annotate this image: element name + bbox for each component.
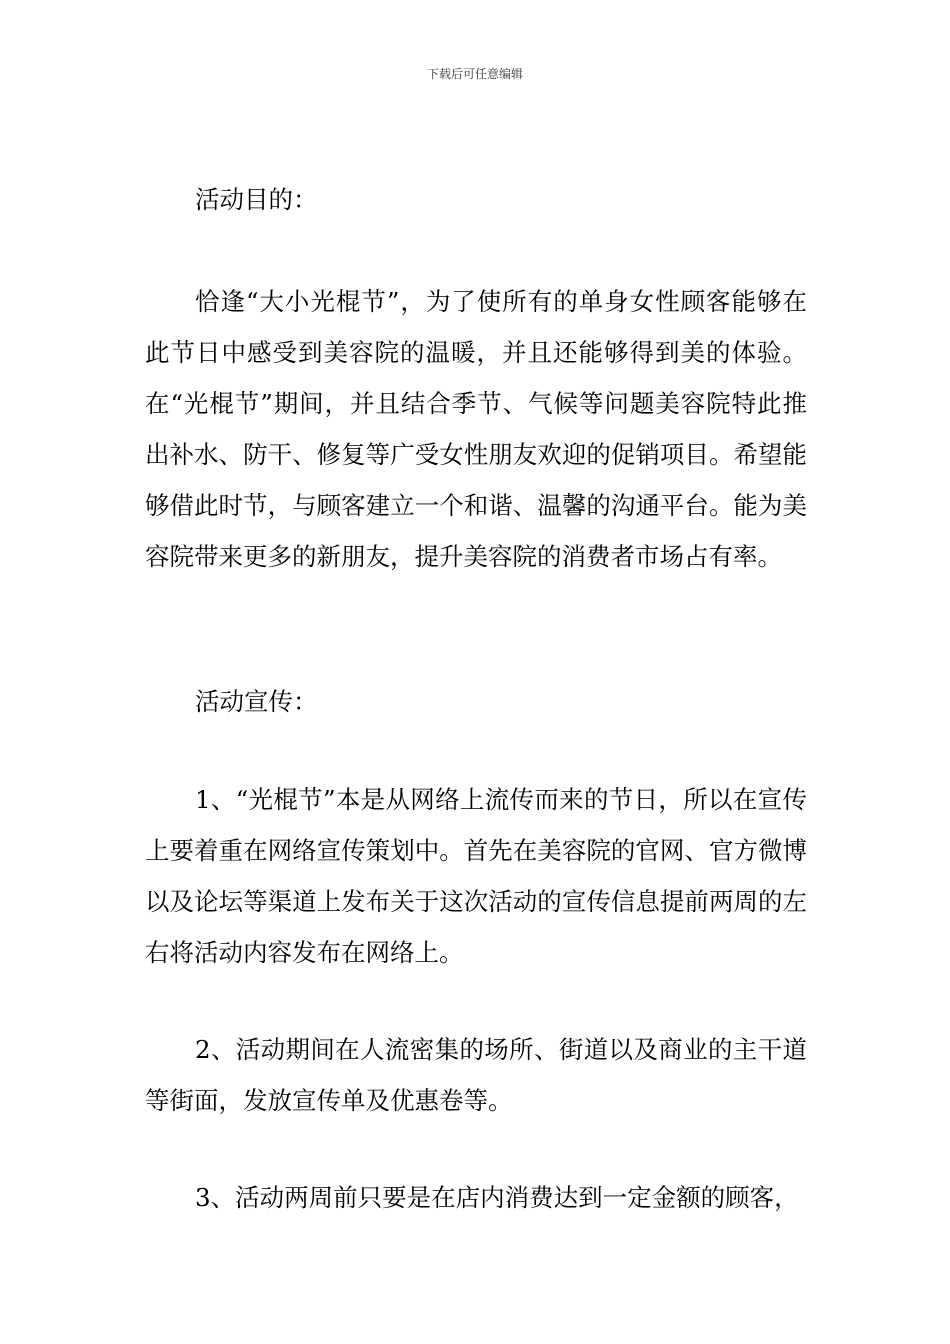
paragraph-purpose: 恰逢“大小光棍节”，为了使所有的单身女性顾客能够在此节日中感受到美容院的温暖，并且还能够得到美的体验。在“光棍节”期间，并且结合季节、气候等问题美容院特此推出补水、防干、修复等广受女性朋友欢迎的促销项目。希望能够借此时节，与顾客建立一个和谐、温馨的沟通平台。能为美容院带来更多的新朋友，提升美容院的消费者市场占有率。 [145, 287, 807, 571]
paragraph-promotion-3: 3、活动两周前只要是在店内消费达到一定金额的顾客， [195, 1183, 799, 1212]
section-heading-promotion: 活动宣传： [195, 687, 318, 716]
paragraph-promotion-1: 1、“光棍节”本是从网络上流传而来的节日，所以在宣传上要着重在网络宣传策划中。首先在美容院的官网、官方微博以及论坛等渠道上发布关于这次活动的宣传信息提前两周的左右将活动内容发布在网络上。 [145, 785, 807, 967]
page-header: 下载后可任意编辑 [426, 67, 523, 81]
paragraph-promotion-2: 2、活动期间在人流密集的场所、街道以及商业的主干道等街面，发放宣传单及优惠卷等。 [145, 1035, 807, 1115]
section-heading-purpose: 活动目的： [195, 185, 318, 214]
